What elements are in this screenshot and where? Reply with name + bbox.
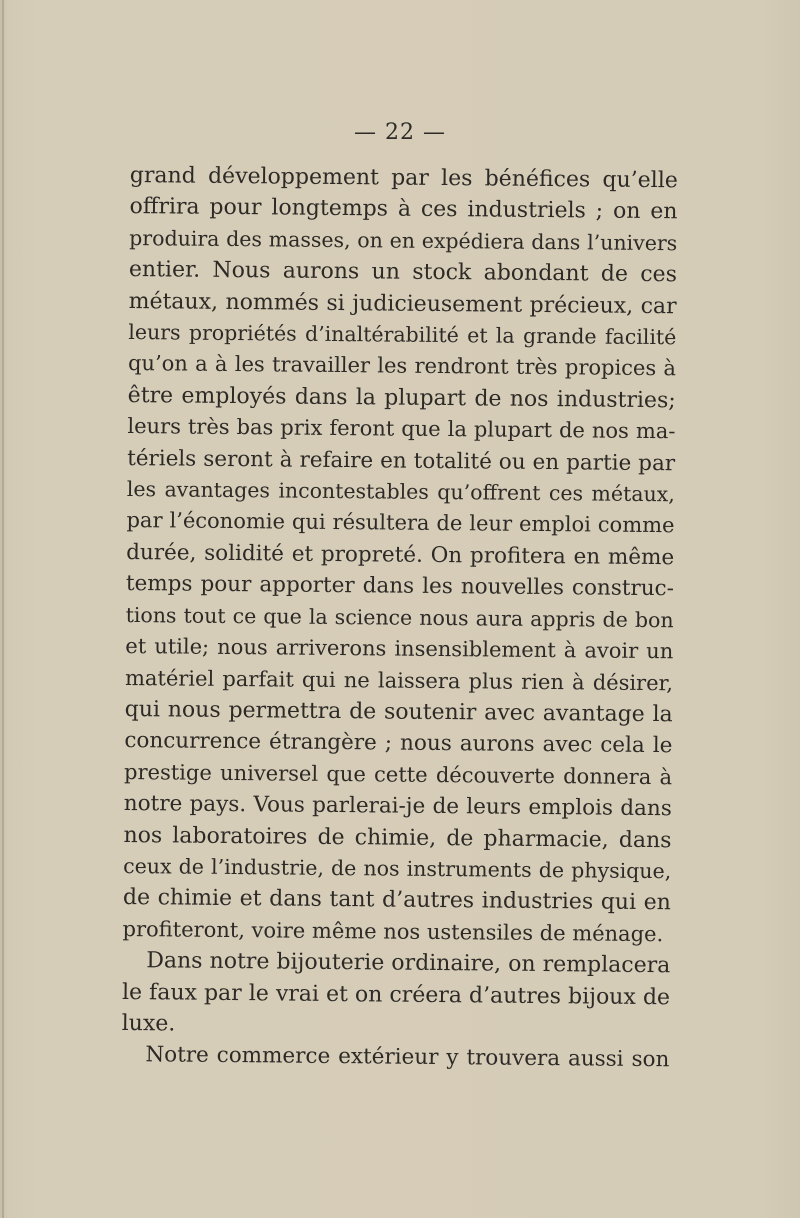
text-line: leurs très bas prix feront que la plupart de nos ma-: [127, 414, 676, 444]
text-line: qu’on a à les travailler les rendront très propices à: [127, 351, 677, 381]
text-line: notre pays. Vous parlerai-je de leurs emplois dans: [123, 791, 672, 822]
text-line: grand développement par les bénéfices qu’elle: [129, 162, 678, 194]
text-line: produira des masses, on en expédiera dans l’univers: [129, 225, 678, 256]
text-line: les avantages incontestables qu’offrent ces métaux,: [126, 477, 675, 507]
text-line: Notre commerce extérieur y trouvera aussi son: [145, 1042, 670, 1073]
text-line: profiteront, voire même nos ustensiles de ménage.: [122, 916, 664, 946]
text-line: et utile; nous arriverons insensiblement à avoir un: [125, 634, 674, 664]
page-edge: [2, 0, 4, 1218]
text-line: prestige universel que cette découverte donnera à: [124, 759, 673, 789]
text-line: le faux par le vrai et on créera d’autres bijoux de: [121, 979, 671, 1010]
text-line: de chimie et dans tant d’autres industries qui en: [122, 885, 672, 916]
body-text: [121, 160, 678, 1076]
text-line: tions tout ce que la science nous aura appris de bon: [125, 602, 674, 632]
text-line: tériels seront à refaire en totalité ou en partie par: [127, 445, 676, 476]
text-line: leurs propriétés d’inaltérabilité et la grande facilité: [128, 320, 677, 350]
text-line: par l’économie qui résultera de leur emploi comme: [126, 508, 675, 538]
text-line: matériel parfait qui ne laissera plus rien à désirer,: [124, 665, 674, 695]
text-line: nos laboratoires de chimie, de pharmacie, dans: [123, 822, 672, 853]
text-line: offrira pour longtemps à ces industriels ; on en: [129, 194, 678, 225]
text-line: ceux de l’industrie, de nos instruments de physique,: [123, 853, 672, 884]
text-line: métaux, nommés si judicieusement précieux, car: [128, 288, 677, 319]
text-line: luxe.: [121, 1010, 176, 1037]
text-line: concurrence étrangère ; nous aurons avec cela le: [124, 728, 673, 759]
text-line: entier. Nous aurons un stock abondant de ces: [128, 257, 678, 288]
text-line: durée, solidité et propreté. On profitera en même: [126, 539, 675, 571]
page-number: — 22 —: [354, 120, 446, 145]
text-line: qui nous permettra de soutenir avec avantage la: [124, 696, 673, 728]
text-line: Dans notre bijouterie ordinaire, on remplacera: [146, 948, 671, 979]
text-line: être employés dans la plupart de nos industries;: [127, 382, 676, 414]
text-line: temps pour apporter dans les nouvelles construc-: [125, 571, 675, 602]
